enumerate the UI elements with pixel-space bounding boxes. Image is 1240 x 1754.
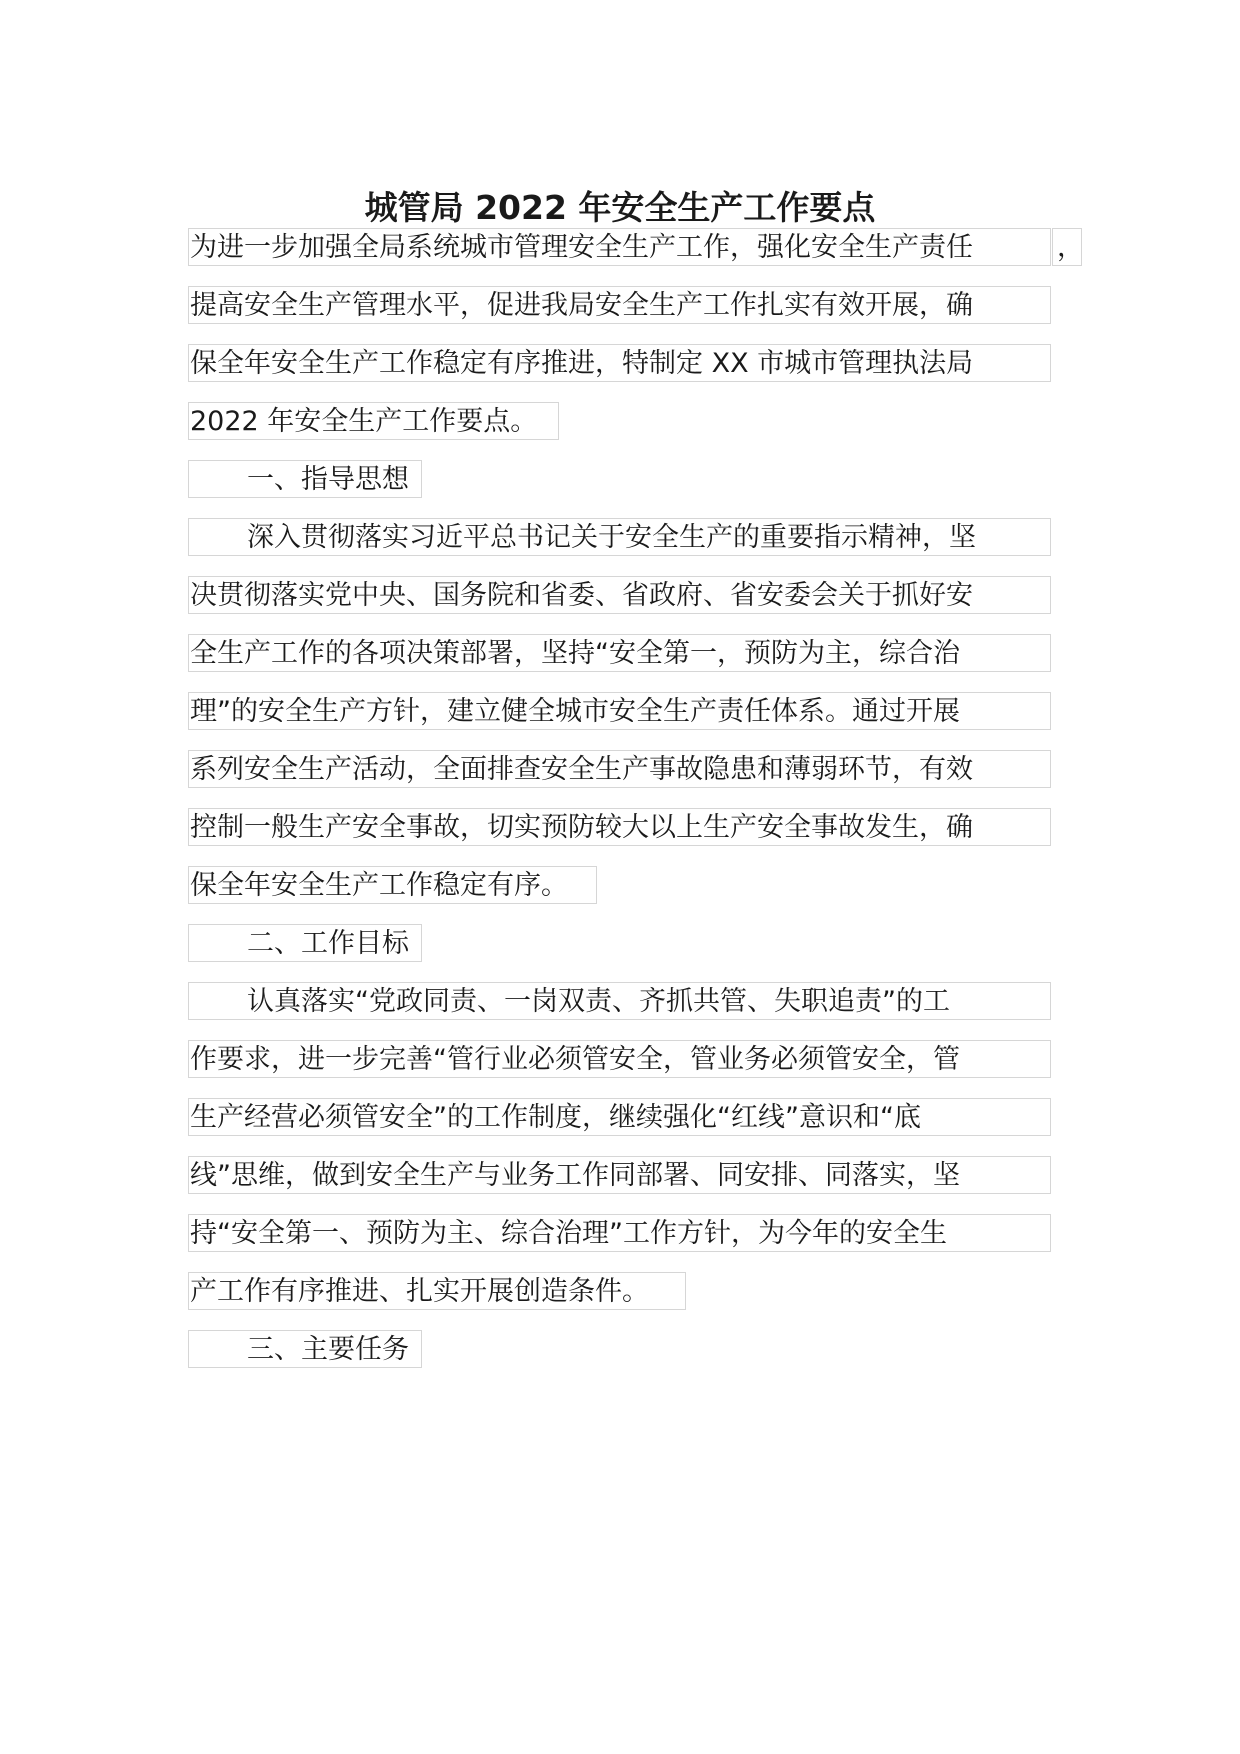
section-heading: 二、工作目标 [188,924,422,962]
text-line: 作要求，进一步完善“管行业必须管安全，管业务必须管安全，管 [188,1040,1051,1078]
text-line: 理”的安全生产方针，建立健全城市安全生产责任体系。通过开展 [188,692,1051,730]
text-line: 认真落实“党政同责、一岗双责、齐抓共管、失职追责”的工 [188,982,1051,1020]
document-title: 城管局 2022 年安全生产工作要点 [364,188,876,227]
text-line: 生产经营必须管安全”的工作制度，继续强化“红线”意识和“底 [188,1098,1051,1136]
text-line: 线”思维，做到安全生产与业务工作同部署、同安排、同落实，坚 [188,1156,1051,1194]
text-line: 产工作有序推进、扎实开展创造条件。 [188,1272,686,1310]
text-line: 控制一般生产安全事故，切实预防较大以上生产安全事故发生，确 [188,808,1051,846]
text-line: 全生产工作的各项决策部署，坚持“安全第一，预防为主，综合治 [188,634,1051,672]
text-line-fragment: ， [1052,228,1082,266]
text-line: 保全年安全生产工作稳定有序。 [188,866,597,904]
text-line: 2022 年安全生产工作要点。 [188,402,559,440]
text-line: 决贯彻落实党中央、国务院和省委、省政府、省安委会关于抓好安 [188,576,1051,614]
section-heading: 一、指导思想 [188,460,422,498]
text-line: 提高安全生产管理水平，促进我局安全生产工作扎实有效开展，确 [188,286,1051,324]
text-line: 系列安全生产活动，全面排查安全生产事故隐患和薄弱环节，有效 [188,750,1051,788]
text-line: 为进一步加强全局系统城市管理安全生产工作，强化安全生产责任 [188,228,1051,266]
section-heading: 三、主要任务 [188,1330,422,1368]
text-line: 持“安全第一、预防为主、综合治理”工作方针，为今年的安全生 [188,1214,1051,1252]
text-line: 保全年安全生产工作稳定有序推进，特制定 XX 市城市管理执法局 [188,344,1051,382]
text-line: 深入贯彻落实习近平总书记关于安全生产的重要指示精神，坚 [188,518,1051,556]
